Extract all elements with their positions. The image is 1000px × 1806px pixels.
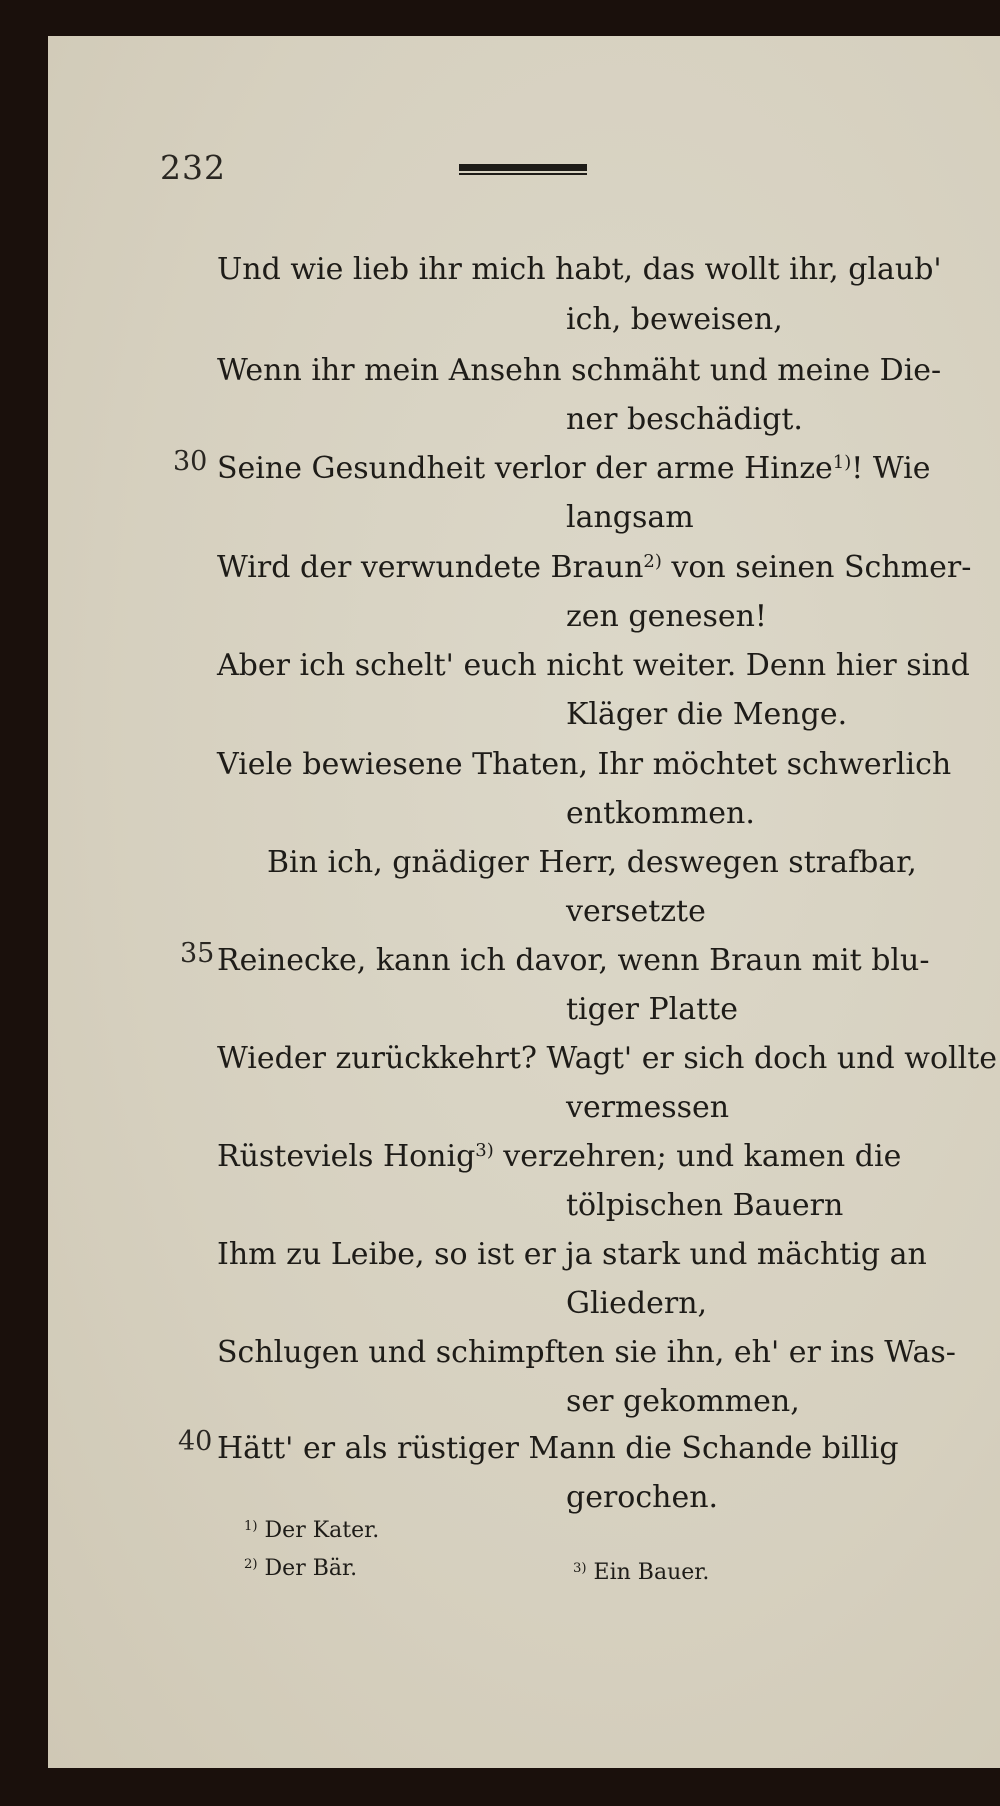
verse-line: Aber ich schelt' euch nicht weiter. Denn hier sind <box>217 648 970 683</box>
verse-line: Viele bewiesene Thaten, Ihr möchtet schwerlich <box>217 747 952 782</box>
verse-line: Und wie lieb ihr mich habt, das wollt ihr, glaub' <box>217 252 942 287</box>
footnote-marker: 2) <box>643 551 662 573</box>
verse-number-35: 35 <box>180 938 215 969</box>
verse-number-40: 40 <box>178 1426 213 1457</box>
footnote: $^{1)}$ Der Kater. <box>244 1518 380 1543</box>
verse-line-continuation: Gliedern, <box>566 1286 708 1321</box>
verse-line-continuation: Kläger die Menge. <box>566 697 848 732</box>
verse-line: Rüsteviels Honig$^{3)}$ verzehren; und kamen die <box>217 1139 902 1174</box>
verse-line-continuation: ner beschädigt. <box>566 402 803 437</box>
footnote-mark: 2) <box>244 1556 258 1572</box>
verse-line: Wird der verwundete Braun$^{2)}$ von seinen Schmer- <box>217 550 972 585</box>
verse-line-continuation: versetzte <box>566 894 706 929</box>
scan-background <box>0 0 1000 36</box>
verse-line: Bin ich, gnädiger Herr, deswegen strafbar, <box>267 845 917 880</box>
verse-line-continuation: zen genesen! <box>566 599 767 634</box>
header-rule-thick <box>459 164 587 171</box>
verse-line-continuation: gerochen. <box>566 1480 719 1515</box>
footnote: $^{3)}$ Ein Bauer. <box>573 1560 710 1585</box>
footnote: $^{2)}$ Der Bär. <box>244 1556 358 1581</box>
footnote-mark: 3) <box>573 1560 587 1576</box>
book-page <box>48 36 1000 1768</box>
verse-number-30: 30 <box>173 446 208 477</box>
verse-line: Reinecke, kann ich davor, wenn Braun mit blu- <box>217 943 930 978</box>
verse-line-continuation: langsam <box>566 500 694 535</box>
verse-line-continuation: entkommen. <box>566 796 755 831</box>
verse-line: Wieder zurückkehrt? Wagt' er sich doch und wollte <box>217 1041 998 1076</box>
page-number: 232 <box>160 148 226 187</box>
header-rule-thin <box>459 173 587 175</box>
verse-line-continuation: tiger Platte <box>566 992 739 1027</box>
verse-line: Seine Gesundheit verlor der arme Hinze$^{1)}$! Wie <box>217 451 931 486</box>
header-rule <box>459 164 587 176</box>
footnote-marker: 1) <box>832 452 852 474</box>
verse-line-continuation: ser gekommen, <box>566 1384 800 1419</box>
verse-line: Wenn ihr mein Ansehn schmäht und meine Die- <box>217 353 942 388</box>
verse-line-continuation: vermessen <box>566 1090 730 1125</box>
verse-line: Hätt' er als rüstiger Mann die Schande billig <box>217 1431 899 1466</box>
verse-line: Schlugen und schimpften sie ihn, eh' er ins Was- <box>217 1335 956 1370</box>
verse-line-continuation: tölpischen Bauern <box>566 1188 844 1223</box>
footnote-mark: 1) <box>244 1518 258 1534</box>
verse-line-continuation: ich, beweisen, <box>566 302 783 337</box>
footnote-marker: 3) <box>475 1140 494 1162</box>
verse-line: Ihm zu Leibe, so ist er ja stark und mächtig an <box>217 1237 927 1272</box>
